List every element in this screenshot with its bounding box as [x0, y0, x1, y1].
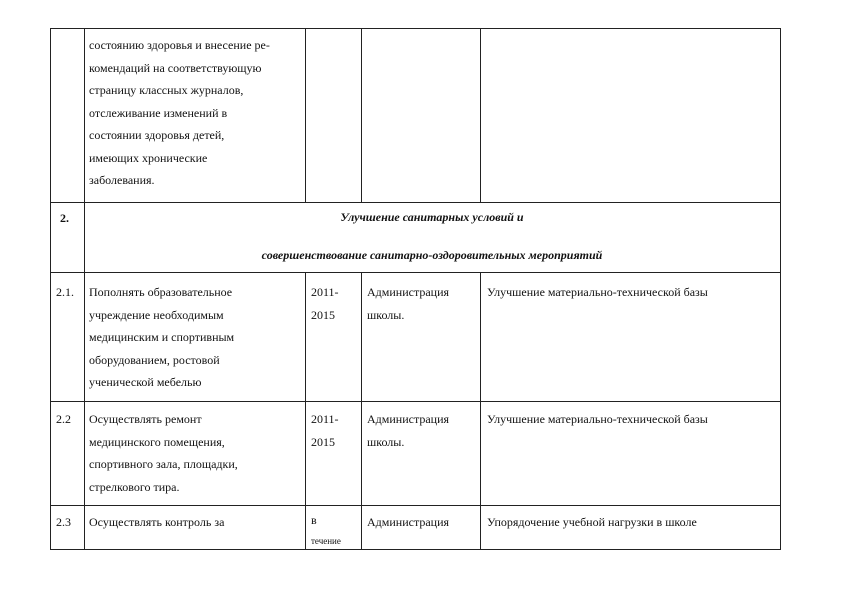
table-cell-activity: состоянию здоровья и внесение ре- комендаций на соответствующую страницу классных журналов, отслеживание изменений в состоянии здоровья детей, имеющих хронические заболевания. [89, 38, 270, 187]
table-cell-years: в [311, 513, 317, 527]
row-number: 2.3 [56, 515, 71, 529]
table-cell-result: Улучшение материально-технической базы [487, 285, 708, 299]
table-border [50, 272, 781, 273]
table-border [361, 28, 362, 202]
table-cell-responsible: Администрация школы. [367, 412, 450, 449]
table-cell-activity: Пополнять образовательное учреждение необходимым медицинским и спортивным оборудованием, ростовой ученической мебелью [89, 285, 235, 389]
row-number: 2.1. [56, 285, 74, 299]
table-cell-responsible: Администрация школы. [367, 285, 450, 322]
row-number: 2.2 [56, 412, 71, 426]
table-cell-responsible: Администрация [367, 515, 450, 529]
table-border [50, 202, 781, 203]
table-border [50, 549, 781, 550]
table-border [84, 28, 85, 549]
table-cell-years: 2011- 2015 [311, 412, 339, 449]
table-border [361, 272, 362, 549]
table-cell-result: Упорядочение учебной нагрузки в школе [487, 515, 697, 529]
section-title-line1: Улучшение санитарных условий и [340, 210, 524, 224]
table-cell-activity: Осуществлять ремонт медицинского помещения, спортивного зала, площадки, стрелкового тира. [89, 412, 238, 494]
section-title-line2: совершенствование санитарно-оздоровительных мероприятий [261, 248, 603, 262]
table-border [50, 505, 781, 506]
table-border [780, 28, 781, 549]
table-border [50, 401, 781, 402]
table-border [480, 272, 481, 549]
table-cell-result: Улучшение материально-технической базы [487, 412, 708, 426]
table-cell-years-sub: течение [311, 536, 341, 546]
section-number: 2. [60, 211, 69, 225]
table-border [50, 28, 51, 549]
table-cell-activity: Осуществлять контроль за [89, 515, 225, 529]
table-cell-years: 2011- 2015 [311, 285, 339, 322]
table-border [50, 28, 781, 29]
table-border [305, 28, 306, 202]
table-border [480, 28, 481, 202]
table-border [305, 272, 306, 549]
